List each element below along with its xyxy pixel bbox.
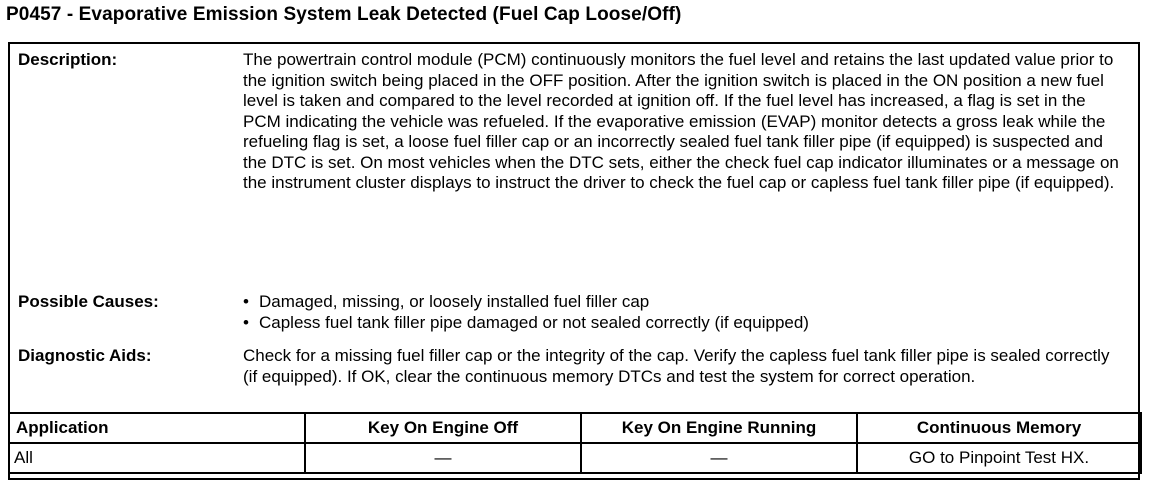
dtc-info-box [8,42,1140,480]
list-item: • Damaged, missing, or loosely installed fuel filler cap [243,292,1128,313]
table-cell-continuous-memory: GO to Pinpoint Test HX. [857,443,1141,473]
possible-causes-list [243,292,1128,333]
column-header-koer: Key On Engine Running [581,413,857,443]
diagnostic-aids-label: Diagnostic Aids: [18,346,152,365]
table-cell-koeo: — [305,443,581,473]
diagnostic-aids-text: Check for a missing fuel filler cap or the integrity of the cap. Verify the capless fuel tank filler pipe is sealed correctly (if equipped). If OK, clear the continuous memory DTCs and test the system for correct operation. [243,346,1110,386]
column-header-application: Application [9,413,305,443]
column-header-koeo: Key On Engine Off [305,413,581,443]
description-text: The powertrain control module (PCM) continuously monitors the fuel level and retains the last updated value prior to the ignition switch being placed in the OFF position. After the ignition switch is placed in the ON position a new fuel level is taken and compared to the level recorded at ignition off. If the fuel level has increased, a flag is set in the PCM indicating the vehicle was refueled. If the evaporative emission (EVAP) monitor detects a gross leak while the refueling flag is set, a loose fuel filler cap or an incorrectly sealed fuel tank filler pipe (if equipped) is suspected and the DTC is set. On most vehicles when the DTC sets, either the check fuel cap indicator illuminates or a message on the instrument cluster displays to instruct the driver to check the fuel cap or capless fuel tank filler pipe (if equipped). [243,50,1119,192]
application-table [8,412,1142,474]
table-header-row [9,413,1141,443]
list-item: • Capless fuel tank filler pipe damaged or not sealed correctly (if equipped) [243,313,1128,334]
table-cell-koer: — [581,443,857,473]
description-label: Description: [18,50,118,69]
possible-causes-label: Possible Causes: [18,292,159,311]
table-cell-application: All [9,443,305,473]
column-header-continuous-memory: Continuous Memory [857,413,1141,443]
page-title: P0457 - Evaporative Emission System Leak Detected (Fuel Cap Loose/Off) [6,4,682,25]
table-row [9,443,1141,473]
